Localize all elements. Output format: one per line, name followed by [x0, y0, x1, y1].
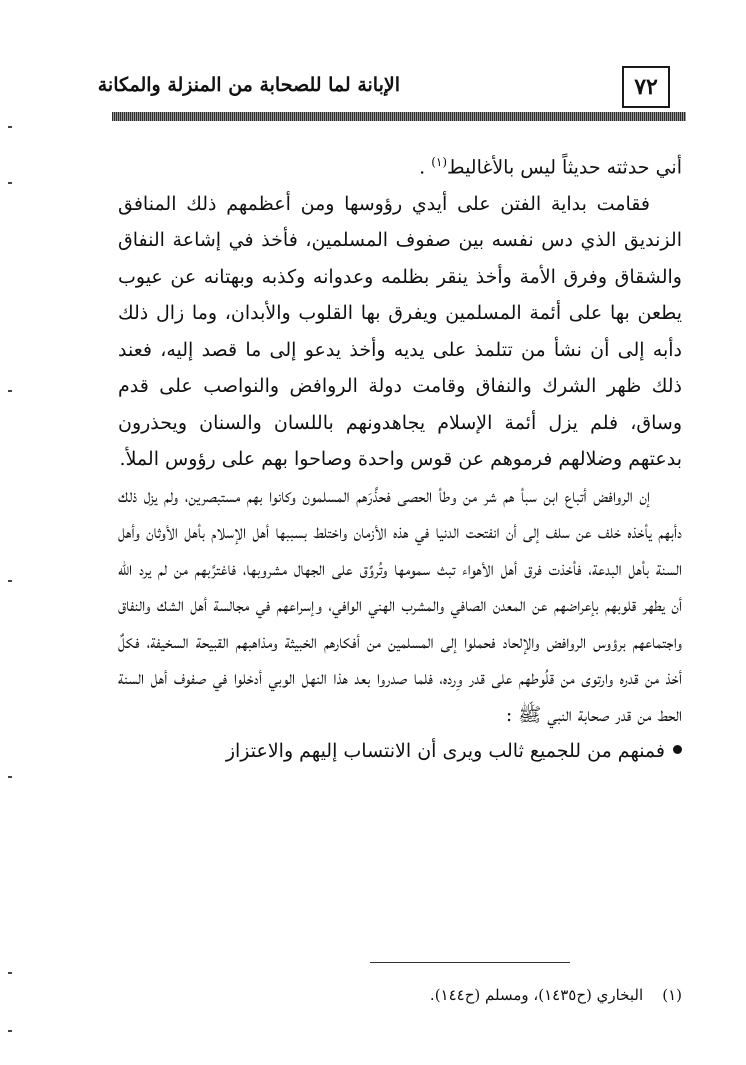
- footnote-reference[interactable]: (١): [431, 155, 448, 169]
- margin-mark: [8, 182, 12, 184]
- margin-mark: [8, 390, 12, 392]
- margin-mark: [8, 1030, 12, 1032]
- paragraph-2: فقامت بداية الفتن على أيدي رؤوسها ومن أعظمهم ذلك المنافق الزنديق الذي دس نفسه بين صفوف المسلمين، فأخذ في إشاعة النفاق والشقاق وفرق الأمة وأخذ ينقر بظلمه وعدوانه وكذبه وبهتانه عن عيوب يطعن بها على أئمة المسلمين ويفرق بها القلوب والأبدان، وما زال ذلك دأبه إلى أن نشأ من تتلمذ على يديه وأخذ يدعو إلى ما قصد إليه، فعند ذلك ظهر الشرك والنفاق وقامت دولة الروافض والنواصب على قدم وساق، فلم يزل أئمة الإسلام يجاهدونهم باللسان والسنان ويحذرون بدعتهم وضلالهم فرموهم عن قوس واحدة وصاحوا بهم على رؤوس الملأ.: [118, 192, 682, 471]
- main-text: [118, 144, 682, 770]
- footnote-text: البخاري (ح١٤٣٥)، ومسلم (ح١٤٤).: [429, 986, 644, 1004]
- page-number: [622, 66, 670, 108]
- bullet-item: [118, 733, 682, 770]
- header-divider: [112, 112, 686, 121]
- footnote-1: [300, 986, 682, 1004]
- footnote-marker: (١): [662, 986, 682, 1004]
- margin-mark: [8, 126, 12, 128]
- running-title: الإبانة لما للصحابة من المنزلة والمكانة: [97, 74, 400, 96]
- paragraph-3: إن الروافض أتباع ابن سبأ هم شر من وطأ الحصى فحذَّرَهم المسلمون وكانوا بهم مستبصرين، ولم يزل ذلك دأبهم يأخذه خلف عن سلف إلى أن انفتحت الدنيا في هذه الأزمان واختلط بسببها أهل الإسلام بأهل الأوثان وأهل السنة بأهل البدعة، فأخذت فرق أهل الأهواء تبث سمومها وتُروِّق على الجهال مشروبها، فاغترَّبهم من لم يرد الله أن يطهر قلوبهم بإعراضهم عن المعدن الصافي والمشرب الهني الوافي، وإسراعهم في مجالسة أهل الشك والنفاق واجتماعهم برؤوس الروافض والإلحاد فحملوا إلى المسلمين من أفكارهم الخبيثة ومذاهبهم القبيحة السخيفة، فكلٌ أخذ من قدره وارتوى من قلُوطهم على قدر وِرده، فلما صدروا بعد هذا النهل الوبي أدخلوا في صفوف أهل السنة الحط من قدر صحابة النبي ﷺ :: [118, 484, 682, 726]
- page-number-text: ٧٢: [634, 74, 658, 100]
- paragraph-1: [118, 144, 682, 186]
- margin-mark: [8, 972, 12, 974]
- footnote-divider: [370, 962, 570, 963]
- bullet-dot-icon: [673, 745, 682, 754]
- paragraph-1-end: .: [419, 156, 432, 179]
- paragraph-1-text: أني حدثته حديثاً ليس بالأغاليط: [447, 156, 682, 179]
- bullet-item-text: فمنهم من للجميع ثالب ويرى أن الانتساب إليهم والاعتزاز: [225, 740, 665, 763]
- margin-mark: [8, 776, 12, 778]
- margin-mark: [8, 580, 12, 582]
